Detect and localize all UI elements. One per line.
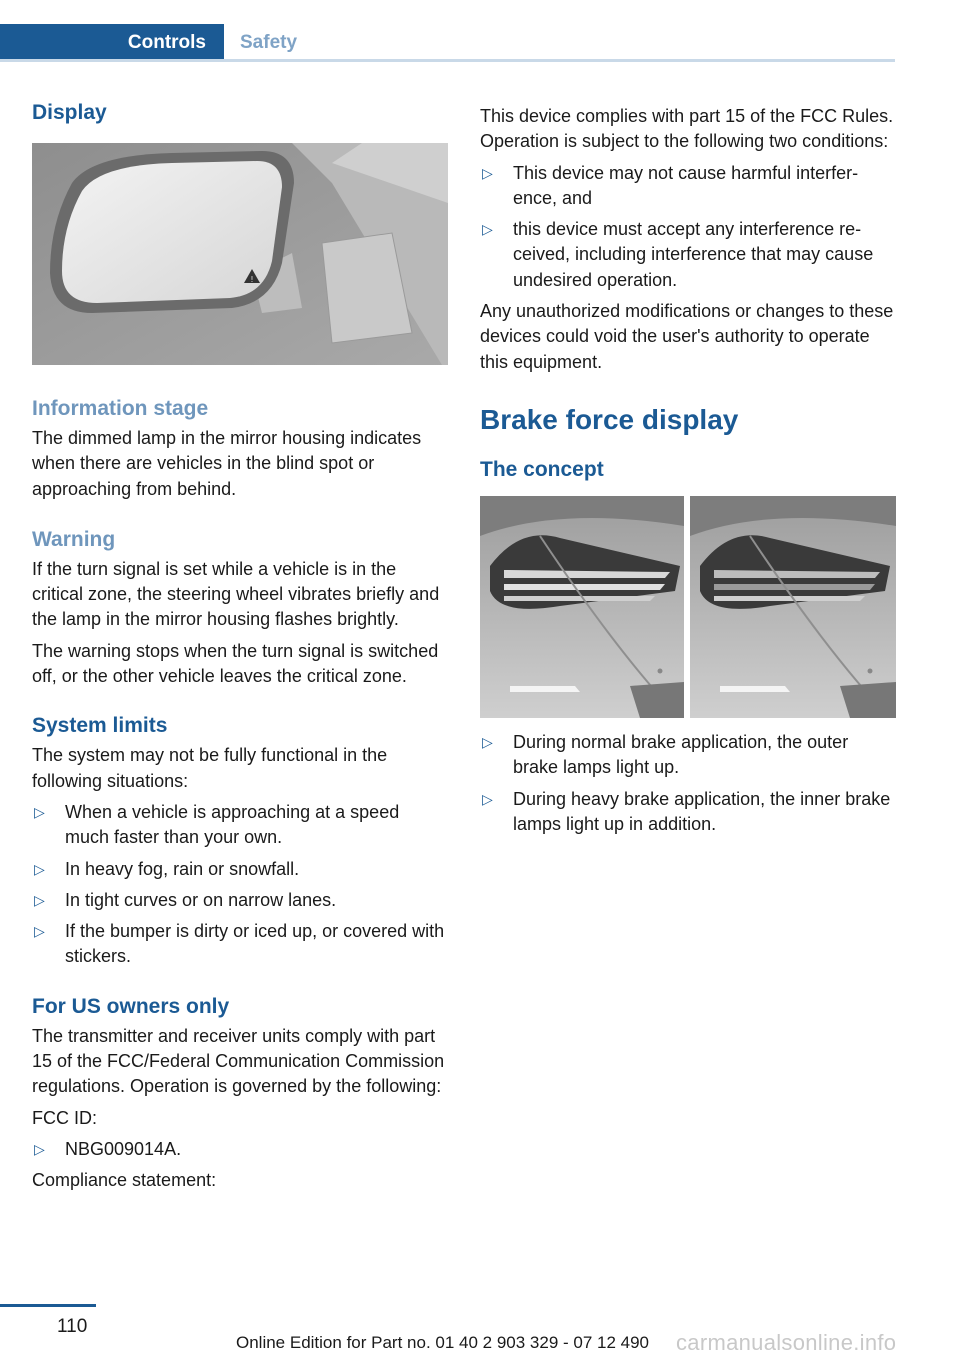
triangle-bullet-icon: ▷ bbox=[34, 923, 45, 940]
fcc-id-label: FCC ID: bbox=[32, 1107, 97, 1128]
warning-text-2: The warning stops when the turn signal is switched off, or the other vehicle leaves the critical zone. bbox=[32, 640, 439, 687]
list-item: ▷ If the bumper is dirty or iced up, or covered with stickers. bbox=[34, 921, 445, 967]
brake-force-heading: Brake force display bbox=[480, 403, 739, 435]
concept-heading: The concept bbox=[480, 457, 604, 481]
list-item: ▷ In tight curves or on narrow lanes. bbox=[32, 888, 448, 913]
triangle-bullet-icon: ▷ bbox=[34, 860, 45, 877]
fcc-conditions-list bbox=[480, 161, 896, 293]
tab-controls[interactable]: Controls bbox=[0, 24, 224, 62]
us-owners-text: The transmitter and receiver units comply with part 15 of the FCC/Federal Communication Commission regulations. Operation is governed by the following: bbox=[32, 1025, 445, 1097]
compliance-label: Compliance statement: bbox=[32, 1170, 217, 1191]
list-item: ▷ This device may not cause harmful interference, and bbox=[482, 162, 859, 208]
header-rule bbox=[0, 59, 895, 62]
display-heading: Display bbox=[32, 101, 107, 124]
information-stage-heading: Information stage bbox=[32, 397, 209, 420]
triangle-bullet-icon: ▷ bbox=[482, 221, 493, 238]
us-owners-heading: For US owners only bbox=[32, 994, 230, 1018]
page-number: 110 bbox=[57, 1316, 88, 1337]
watermark: carmanualsonline.info bbox=[676, 1330, 897, 1355]
system-limits-list bbox=[32, 800, 448, 970]
triangle-bullet-icon: ▷ bbox=[34, 891, 45, 908]
mirror-illustration bbox=[32, 143, 448, 365]
footer-rule bbox=[0, 1304, 96, 1307]
triangle-bullet-icon: ▷ bbox=[34, 1140, 45, 1157]
heavy-brake-lamp-image bbox=[690, 496, 896, 718]
system-limits-intro: The system may not be fully functional in the following situations: bbox=[32, 745, 388, 791]
edition-text: Online Edition for Part no. 01 40 2 903 329 - 07 12 490 bbox=[236, 1333, 650, 1352]
list-item: ▷ this device must accept any interference received, including interference that may cause undesired operation. bbox=[482, 219, 874, 290]
right-column bbox=[480, 100, 896, 837]
list-item: ▷ In heavy fog, rain or snowfall. bbox=[32, 857, 448, 882]
list-item: ▷ During heavy brake application, the inner brake lamps light up in addition. bbox=[482, 788, 891, 834]
header-tabs bbox=[0, 24, 895, 62]
list-item: ▷ During normal brake application, the outer brake lamps light up. bbox=[482, 731, 849, 778]
unauthorized-text: Any unauthorized modifications or changes to these devices could void the user's authority to operate this equipment. bbox=[480, 301, 894, 372]
triangle-bullet-icon: ▷ bbox=[34, 803, 45, 820]
list-item: ▷ When a vehicle is approaching at a speed much faster than your own. bbox=[34, 801, 400, 848]
warning-heading: Warning bbox=[32, 527, 116, 551]
triangle-bullet-icon: ▷ bbox=[482, 164, 493, 181]
brake-lamps-illustration bbox=[480, 496, 896, 718]
system-limits-heading: System limits bbox=[32, 714, 168, 738]
left-column bbox=[32, 100, 448, 1194]
list-item: ▷ NBG009014A. bbox=[32, 1137, 448, 1162]
information-stage-text: The dimmed lamp in the mirror housing indicates when there are vehicles in the blind spot or approaching from behind. bbox=[32, 428, 422, 499]
warning-text-1: If the turn signal is set while a vehicle is in the critical zone, the steering wheel vibrates briefly and the lamp in the mirror housing flashes brightly. bbox=[32, 558, 440, 630]
triangle-bullet-icon: ▷ bbox=[482, 733, 493, 750]
tab-safety[interactable]: Safety bbox=[240, 32, 298, 53]
brake-lamps-list bbox=[480, 730, 896, 837]
svg-text:!: ! bbox=[250, 275, 254, 284]
triangle-bullet-icon: ▷ bbox=[482, 790, 493, 807]
normal-brake-lamp-image bbox=[480, 496, 684, 718]
fcc-id-list bbox=[32, 1137, 448, 1162]
fcc-compliance-text: This device complies with part 15 of the FCC Rules. Operation is subject to the following two conditions: bbox=[480, 106, 894, 152]
